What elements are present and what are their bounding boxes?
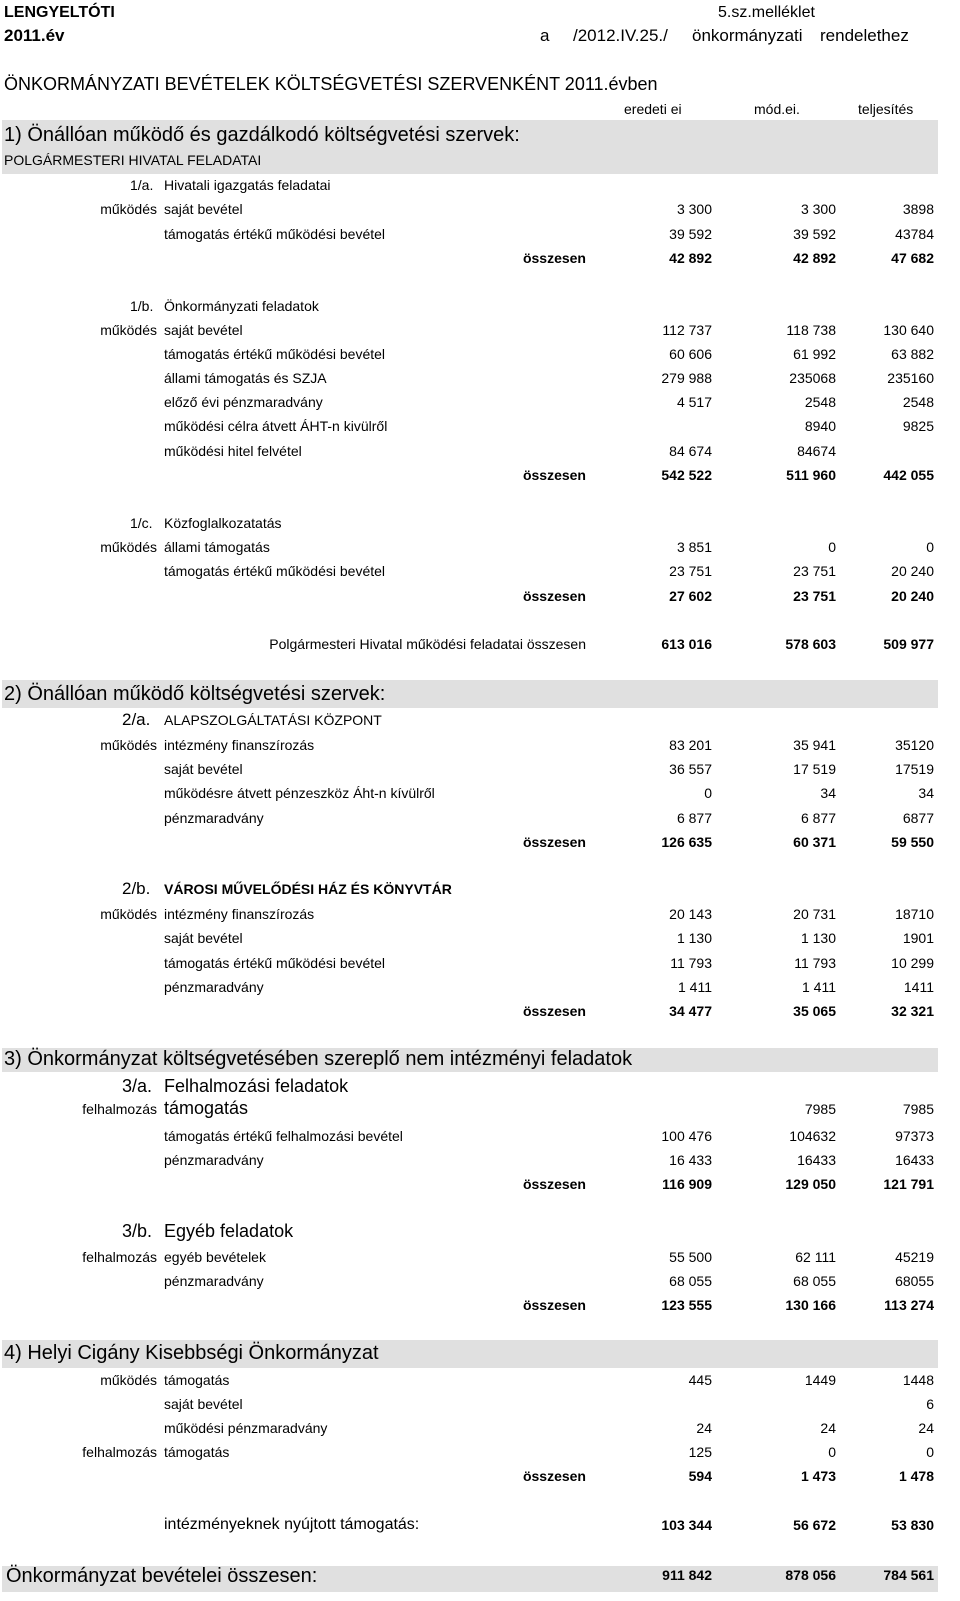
row-label: saját bevétel — [164, 761, 243, 777]
row-label: támogatás értékű működési bevétel — [164, 563, 386, 579]
table-row — [0, 443, 960, 467]
row-category: működés — [100, 737, 157, 753]
value-modified: 1 411 — [802, 979, 836, 995]
value-original: 27 602 — [669, 588, 712, 604]
row-label: működési hitel felvétel — [164, 443, 302, 459]
value-modified: 7985 — [804, 1101, 836, 1117]
value-fulfilment: 3898 — [902, 201, 934, 217]
decree-regulation: rendelethez — [820, 26, 909, 45]
value-original: 100 476 — [661, 1128, 712, 1144]
value-fulfilment: 16433 — [895, 1152, 934, 1168]
value-fulfilment: 63 882 — [891, 346, 934, 362]
value-original: 911 842 — [662, 1567, 712, 1583]
value-original: 3 851 — [676, 539, 712, 555]
row-label: támogatás — [164, 1444, 230, 1460]
section-1-org: POLGÁRMESTERI HIVATAL FELADATAI — [4, 152, 262, 168]
row-label: intézmény finanszírozás — [164, 737, 315, 753]
value-fulfilment: 121 791 — [883, 1176, 934, 1192]
col-header-fulfilment: teljesítés — [858, 101, 914, 117]
row-label: saját bevétel — [164, 322, 243, 338]
row-category: felhalmozás — [82, 1101, 157, 1117]
value-original: 42 892 — [669, 250, 712, 266]
value-fulfilment: 442 055 — [883, 467, 934, 483]
value-fulfilment: 784 561 — [883, 1567, 934, 1583]
value-fulfilment: 45219 — [895, 1249, 934, 1265]
value-fulfilment: 7985 — [902, 1101, 934, 1117]
value-modified: 3 300 — [800, 201, 836, 217]
sub-2b-number: 2/b. — [122, 879, 151, 898]
value-fulfilment: 32 321 — [891, 1003, 934, 1019]
value-modified: 118 738 — [786, 322, 836, 338]
sub-1b-title: Önkormányzati feladatok — [164, 298, 319, 314]
value-modified: 23 751 — [793, 588, 836, 604]
value-fulfilment: 1901 — [902, 930, 934, 946]
row-label: pénzmaradvány — [164, 810, 264, 826]
row-label: intézményeknek nyújtott támogatás: — [164, 1516, 420, 1533]
row-label: pénzmaradvány — [164, 979, 264, 995]
value-modified: 60 371 — [793, 834, 836, 850]
table-row — [0, 201, 960, 225]
value-original: 125 — [688, 1444, 712, 1460]
table-row — [0, 1003, 960, 1027]
value-modified: 23 751 — [793, 563, 836, 579]
value-original: 60 606 — [669, 346, 712, 362]
row-label: Önkormányzat bevételei összesen: — [6, 1565, 318, 1587]
sub-3b-number: 3/b. — [122, 1221, 153, 1241]
value-modified: 20 731 — [793, 906, 836, 922]
value-original: 23 751 — [669, 563, 712, 579]
row-label: összesen — [522, 1468, 586, 1484]
table-row — [0, 418, 960, 442]
sub-3b-title: Egyéb feladatok — [164, 1221, 294, 1241]
table-row — [0, 394, 960, 418]
row-label: működési pénzmaradvány — [164, 1420, 328, 1436]
value-fulfilment: 10 299 — [891, 955, 934, 971]
sub-1a-title: Hivatali igazgatás feladatai — [164, 177, 331, 193]
value-original: 542 522 — [661, 467, 712, 483]
value-original: 116 909 — [662, 1176, 712, 1192]
value-original: 16 433 — [669, 1152, 712, 1168]
row-label: intézmény finanszírozás — [164, 906, 315, 922]
value-fulfilment: 0 — [926, 539, 934, 555]
value-fulfilment: 1448 — [902, 1372, 934, 1388]
value-fulfilment: 20 240 — [891, 563, 934, 579]
sub-1a-number: 1/a. — [130, 177, 154, 193]
value-fulfilment: 509 977 — [883, 636, 934, 652]
value-fulfilment: 1411 — [903, 979, 934, 995]
value-modified: 35 065 — [793, 1003, 836, 1019]
value-original: 84 674 — [669, 443, 712, 459]
table-row — [0, 563, 960, 587]
value-modified: 84674 — [797, 443, 836, 459]
section-4-title: 4) Helyi Cigány Kisebbségi Önkormányzat — [4, 1342, 379, 1364]
value-original: 83 201 — [669, 737, 712, 753]
value-fulfilment: 20 240 — [891, 588, 934, 604]
row-label: összesen — [522, 467, 586, 483]
value-fulfilment: 35120 — [895, 737, 934, 753]
value-fulfilment: 59 550 — [891, 834, 934, 850]
value-original: 123 555 — [661, 1297, 712, 1313]
table-row — [0, 1273, 960, 1297]
value-modified: 0 — [828, 539, 836, 555]
table-row — [0, 834, 960, 858]
row-category: felhalmozás — [82, 1444, 157, 1460]
table-row — [0, 930, 960, 954]
value-original: 6 877 — [676, 810, 712, 826]
value-original: 1 411 — [678, 979, 712, 995]
table-row — [0, 588, 960, 612]
row-category: működés — [100, 322, 157, 338]
value-modified: 511 960 — [786, 467, 836, 483]
row-category: működés — [100, 1372, 157, 1388]
sub-3a-title: Felhalmozási feladatok — [164, 1076, 349, 1096]
row-label: támogatás értékű működési bevétel — [164, 955, 386, 971]
value-original: 594 — [688, 1468, 712, 1484]
value-original: 34 477 — [669, 1003, 712, 1019]
row-label: állami támogatás — [164, 539, 270, 555]
table-row — [0, 636, 960, 660]
sub-1c-number: 1/c. — [130, 515, 153, 531]
table-row — [0, 1176, 960, 1200]
value-modified: 62 111 — [795, 1249, 836, 1265]
value-modified: 0 — [828, 1444, 836, 1460]
table-row — [0, 1372, 960, 1396]
sub-2a-number: 2/a. — [122, 710, 151, 729]
decree-a: a — [540, 26, 550, 45]
table-row — [0, 737, 960, 761]
section-3-title: 3) Önkormányzat költségvetésében szereplő nem intézményi feladatok — [4, 1048, 633, 1070]
value-modified: 39 592 — [793, 226, 836, 242]
value-modified: 2548 — [804, 394, 836, 410]
table-row — [0, 1098, 960, 1125]
value-modified: 11 793 — [794, 955, 836, 971]
row-label: támogatás értékű működési bevétel — [164, 346, 386, 362]
value-original: 3 300 — [676, 201, 712, 217]
value-original: 55 500 — [669, 1249, 712, 1265]
document-title: ÖNKORMÁNYZATI BEVÉTELEK KÖLTSÉGVETÉSI SZERVENKÉNT 2011.évben — [4, 74, 658, 94]
value-modified: 235068 — [789, 370, 836, 386]
table-row — [0, 1567, 960, 1591]
fiscal-year: 2011.év — [4, 26, 65, 45]
value-modified: 68 055 — [793, 1273, 836, 1289]
value-original: 36 557 — [669, 761, 712, 777]
annex-label: 5.sz.melléklet — [718, 4, 815, 21]
row-label: saját bevétel — [164, 930, 243, 946]
value-modified: 42 892 — [793, 250, 836, 266]
table-row — [0, 1297, 960, 1321]
value-original: 20 143 — [669, 906, 712, 922]
sub-1b-number: 1/b. — [130, 298, 154, 314]
table-row — [0, 346, 960, 370]
sub-2a-title: ALAPSZOLGÁLTATÁSI KÖZPONT — [164, 712, 382, 728]
value-modified: 1 473 — [800, 1468, 836, 1484]
value-modified: 16433 — [797, 1152, 836, 1168]
table-row — [0, 1468, 960, 1492]
value-original: 279 988 — [661, 370, 712, 386]
section-2-title: 2) Önállóan működő költségvetési szervek: — [4, 683, 386, 705]
row-label: támogatás értékű felhalmozási bevétel — [164, 1128, 403, 1144]
value-original: 68 055 — [669, 1273, 712, 1289]
value-fulfilment: 47 682 — [891, 250, 934, 266]
row-label: előző évi pénzmaradvány — [164, 394, 323, 410]
table-row — [0, 322, 960, 346]
row-label: támogatás — [164, 1372, 230, 1388]
value-fulfilment: 113 274 — [884, 1297, 934, 1313]
value-fulfilment: 34 — [918, 785, 934, 801]
table-row — [0, 539, 960, 563]
value-modified: 8940 — [804, 418, 836, 434]
table-row — [0, 1152, 960, 1176]
row-label: saját bevétel — [164, 1396, 243, 1412]
table-row — [0, 1396, 960, 1420]
table-row — [0, 250, 960, 274]
value-fulfilment: 6877 — [902, 810, 934, 826]
section-1-title: 1) Önállóan működő és gazdálkodó költségvetési szervek: — [4, 124, 520, 146]
value-modified: 129 050 — [785, 1176, 836, 1192]
value-fulfilment: 1 478 — [898, 1468, 934, 1484]
table-row — [0, 467, 960, 491]
value-original: 613 016 — [661, 636, 712, 652]
value-modified: 6 877 — [800, 810, 836, 826]
value-fulfilment: 53 830 — [891, 1517, 934, 1533]
row-label: összesen — [522, 1297, 586, 1313]
value-original: 24 — [696, 1420, 712, 1436]
value-modified: 35 941 — [793, 737, 836, 753]
col-header-original: eredeti ei — [624, 101, 682, 117]
table-row — [0, 785, 960, 809]
value-original: 126 635 — [661, 834, 712, 850]
value-modified: 130 166 — [785, 1297, 836, 1313]
value-original: 103 344 — [661, 1517, 712, 1533]
decree-municipal: önkormányzati — [692, 26, 803, 45]
value-fulfilment: 68055 — [895, 1273, 934, 1289]
col-header-modified: mód.ei. — [754, 101, 800, 117]
row-label: működési célra átvett ÁHT-n kivülről — [164, 418, 388, 434]
value-modified: 104632 — [789, 1128, 836, 1144]
sub-2b-title: VÁROSI MŰVELŐDÉSI HÁZ ÉS KÖNYVTÁR — [164, 881, 452, 897]
value-original: 11 793 — [670, 955, 712, 971]
value-fulfilment: 18710 — [895, 906, 934, 922]
table-row — [0, 1128, 960, 1152]
value-fulfilment: 17519 — [895, 761, 934, 777]
table-row — [0, 810, 960, 834]
row-label: saját bevétel — [164, 201, 243, 217]
value-modified: 1449 — [804, 1372, 836, 1388]
row-category: működés — [100, 201, 157, 217]
table-row — [0, 226, 960, 250]
table-row — [0, 1444, 960, 1468]
row-category: felhalmozás — [82, 1249, 157, 1265]
city-name: LENGYELTÓTI — [4, 4, 115, 21]
value-fulfilment: 235160 — [887, 370, 934, 386]
value-modified: 61 992 — [793, 346, 836, 362]
value-original: 445 — [688, 1372, 712, 1388]
value-modified: 17 519 — [793, 761, 836, 777]
row-label: pénzmaradvány — [164, 1273, 264, 1289]
value-original: 112 737 — [662, 322, 712, 338]
table-row — [0, 906, 960, 930]
row-label: összesen — [522, 588, 586, 604]
row-label: állami támogatás és SZJA — [164, 370, 327, 386]
sub-3a-number: 3/a. — [122, 1076, 153, 1096]
value-fulfilment: 97373 — [895, 1128, 934, 1144]
value-original: 4 517 — [676, 394, 712, 410]
row-label: támogatás értékű működési bevétel — [164, 226, 386, 242]
table-row — [0, 979, 960, 1003]
value-fulfilment: 43784 — [895, 226, 934, 242]
value-fulfilment: 130 640 — [883, 322, 934, 338]
row-label: működésre átvett pénzeszköz Áht-n kívülről — [164, 785, 435, 801]
row-category: működés — [100, 906, 157, 922]
sub-1c-title: Közfoglalkozatatás — [164, 515, 282, 531]
row-label: támogatás — [164, 1098, 249, 1118]
value-modified: 1 130 — [800, 930, 836, 946]
value-fulfilment: 6 — [926, 1396, 934, 1412]
value-fulfilment: 24 — [918, 1420, 934, 1436]
row-label: összesen — [522, 1003, 586, 1019]
row-label: Polgármesteri Hivatal működési feladatai összesen — [269, 636, 586, 652]
row-label: összesen — [522, 250, 586, 266]
value-original: 1 130 — [676, 930, 712, 946]
value-modified: 34 — [820, 785, 836, 801]
row-label: pénzmaradvány — [164, 1152, 264, 1168]
row-label: egyéb bevételek — [164, 1249, 266, 1265]
value-original: 0 — [704, 785, 712, 801]
decree-number: /2012.IV.25./ — [573, 26, 668, 45]
value-modified: 878 056 — [785, 1567, 836, 1583]
value-modified: 578 603 — [785, 636, 836, 652]
value-fulfilment: 9825 — [902, 418, 934, 434]
value-modified: 56 672 — [793, 1517, 836, 1533]
table-row — [0, 1420, 960, 1444]
table-row — [0, 370, 960, 394]
table-row — [0, 955, 960, 979]
value-original: 39 592 — [669, 226, 712, 242]
row-label: összesen — [522, 1176, 586, 1192]
row-label: összesen — [522, 834, 586, 850]
value-fulfilment: 0 — [926, 1444, 934, 1460]
table-row — [0, 1517, 960, 1541]
row-category: működés — [100, 539, 157, 555]
table-row — [0, 761, 960, 785]
table-row — [0, 1249, 960, 1273]
value-fulfilment: 2548 — [902, 394, 934, 410]
value-modified: 24 — [820, 1420, 836, 1436]
